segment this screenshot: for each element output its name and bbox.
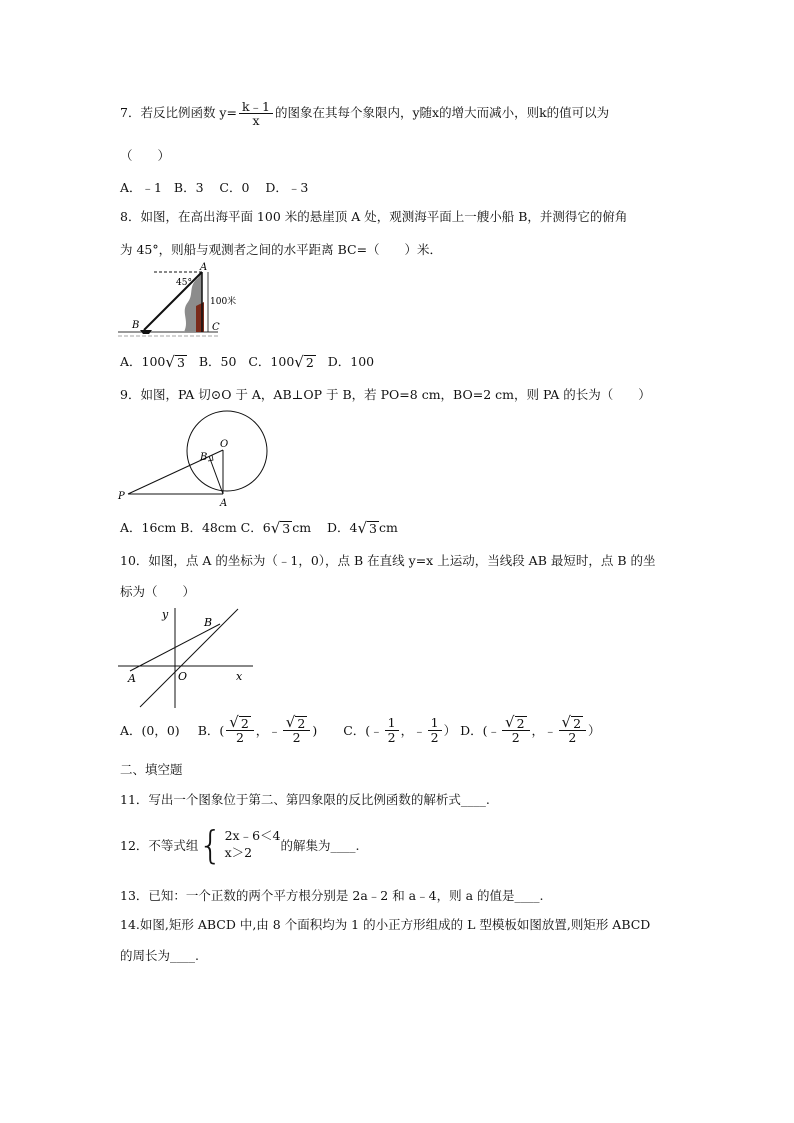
q7-frac-den: x	[252, 113, 260, 129]
q9-label-a: A	[220, 498, 228, 509]
q10-opt-c-den1: 2	[387, 729, 396, 745]
q10-opt-b-prefix: B．(	[197, 723, 225, 738]
q9-opt-d-unit: cm	[378, 520, 398, 535]
q14-line1: 14.如图,矩形 ABCD 中,由 8 个面积均为 1 的小正方形组成的 L 型模板如图放置,则矩形 ABCD	[120, 917, 651, 932]
q8-opt-c-prefix: C．100	[248, 354, 295, 369]
q7-paren: （ ）	[120, 148, 171, 163]
brace-icon: {	[198, 823, 223, 867]
q10-line2: 标为（ ）	[120, 584, 196, 599]
q9-opt-d-radicand: 3	[369, 521, 377, 537]
q10-opt-d-sep: ，﹣	[531, 723, 557, 738]
q10-opt-c-num1: 1	[385, 716, 399, 730]
q10-opt-d-radicand1: 2	[516, 715, 525, 731]
q10-opt-c-prefix: C．(﹣	[343, 723, 383, 738]
q10-opt-d-frac1: √ 2 2	[502, 715, 530, 744]
q10-line1: 10．如图，点 A 的坐标为（﹣1，0），点 B 在直线 y=x 上运动，当线段 AB 最短时，点 B 的坐	[120, 553, 656, 568]
q10-label-o: O	[178, 670, 188, 683]
q8-line1: 8．如图，在高出海平面 100 米的悬崖顶 A 处，观测海平面上一艘小船 B，并测得它的俯角	[120, 209, 628, 224]
q8-label-b: B	[132, 320, 140, 331]
q8-label-a: A	[200, 262, 208, 273]
q10-opt-d-radicand2: 2	[573, 715, 582, 731]
q8-opt-c-radicand: 2	[305, 355, 314, 371]
q8-opt-a-sqrt: √ 3	[165, 353, 185, 371]
q9-opt-d-sqrt: √ 3	[357, 519, 377, 537]
q12-row1: 2x﹣6＜4	[224, 828, 281, 844]
q10-axes-figure	[118, 604, 258, 709]
q9-label-o: O	[220, 439, 229, 450]
circle-o	[187, 411, 267, 491]
q9-opt-c-unit: cm	[292, 520, 312, 535]
q13-stem: 13．已知：一个正数的两个平方根分别是 2a﹣2 和 a﹣4，则 a 的值是____.	[120, 888, 544, 903]
q10-opt-a: A．(0，0)	[120, 723, 180, 738]
q12-suffix: 的解集为____.	[280, 838, 360, 853]
q10-label-a: A	[128, 672, 136, 685]
q10-opt-b-frac1: √ 2 2	[226, 715, 254, 744]
q9-opt-c-sqrt: √ 3	[270, 519, 291, 537]
q10-opt-d-close: ）	[588, 723, 601, 738]
q10-opt-c-num2: 1	[428, 716, 442, 730]
q8-options	[120, 352, 374, 370]
section-heading: 二、填空题	[120, 762, 183, 777]
q10-opt-b-radicand2: 2	[297, 715, 306, 731]
q8-angle-label: 45°	[176, 278, 192, 288]
q10-opt-b-radicand1: 2	[240, 715, 249, 731]
q10-opt-c-close: ）	[443, 723, 457, 738]
q10-opt-c-frac2	[428, 716, 442, 743]
q9-opt-ab: A．16cm B．48cm C．6	[120, 520, 271, 535]
q10-label-x: x	[236, 670, 243, 683]
q7-fraction	[239, 100, 273, 127]
q10-opt-d-frac2: √ 2 2	[559, 715, 587, 744]
q9-stem: 9．如图，PA 切⊙O 于 A，AB⊥OP 于 B，若 PO=8 cm，BO=2 cm，则 PA 的长为（ ）	[120, 387, 651, 402]
q10-opt-d-den2: 2	[568, 730, 577, 746]
q8-height-label: 100米	[210, 297, 237, 307]
q9-circle-figure	[116, 410, 276, 510]
q10-opt-b-den1: 2	[236, 730, 244, 746]
q10-opt-d-den1: 2	[511, 730, 520, 746]
q10-label-y: y	[162, 608, 169, 621]
q10-opt-c-frac1	[385, 716, 399, 743]
q10-opt-b-den2: 2	[292, 730, 301, 746]
q11-stem: 11．写出一个图象位于第二、第四象限的反比例函数的解析式____.	[120, 792, 490, 807]
q7-prefix: 7．若反比例函数 y=	[120, 105, 237, 121]
q8-line2: 为 45°，则船与观测者之间的水平距离 BC=（ ）米．	[120, 242, 443, 257]
q10-opt-b-close: )	[312, 722, 318, 738]
q12-prefix: 12．不等式组	[120, 838, 199, 853]
q12-stem	[120, 820, 360, 870]
q14-line2: 的周长为____.	[120, 948, 199, 963]
segment-ab	[209, 456, 223, 494]
q12-inequality-system	[198, 823, 281, 867]
q7-suffix: 的图象在其每个象限内，y随x的增大而减小，则k的值可以为	[275, 105, 610, 121]
q10-opt-c-sep: ，﹣	[400, 723, 426, 738]
q7-frac-num: k﹣1	[239, 100, 273, 114]
q9-opt-c-radicand: 3	[282, 521, 291, 537]
q10-opt-d-prefix: D．(﹣	[460, 723, 500, 738]
cliff-rock	[196, 302, 204, 332]
q9-options	[120, 518, 398, 536]
q9-opt-d-prefix: D．4	[326, 520, 358, 535]
q10-label-b: B	[204, 616, 213, 629]
q8-opt-a-radicand: 3	[176, 355, 185, 371]
boat-icon	[140, 330, 152, 334]
q12-row2: x＞2	[224, 845, 253, 860]
q9-label-p: P	[118, 491, 125, 502]
q8-cliff-figure	[118, 262, 248, 344]
q10-opt-b-sep: ，﹣	[255, 723, 281, 738]
q8-opt-c-sqrt: √ 2	[294, 353, 314, 371]
q9-label-b: B	[200, 452, 208, 463]
q7-stem	[120, 100, 609, 127]
q7-options: A．﹣1 B．3 C．0 D．﹣3	[120, 180, 309, 195]
q10-opt-b-frac2: √ 2 2	[283, 715, 311, 744]
q8-opt-a-prefix: A．100	[120, 354, 166, 369]
q8-opt-b: B．50	[198, 354, 237, 369]
q10-opt-c-den2: 2	[430, 729, 439, 745]
q8-opt-d: D．100	[327, 354, 375, 369]
q10-options	[120, 710, 601, 750]
q8-label-c: C	[212, 322, 220, 333]
